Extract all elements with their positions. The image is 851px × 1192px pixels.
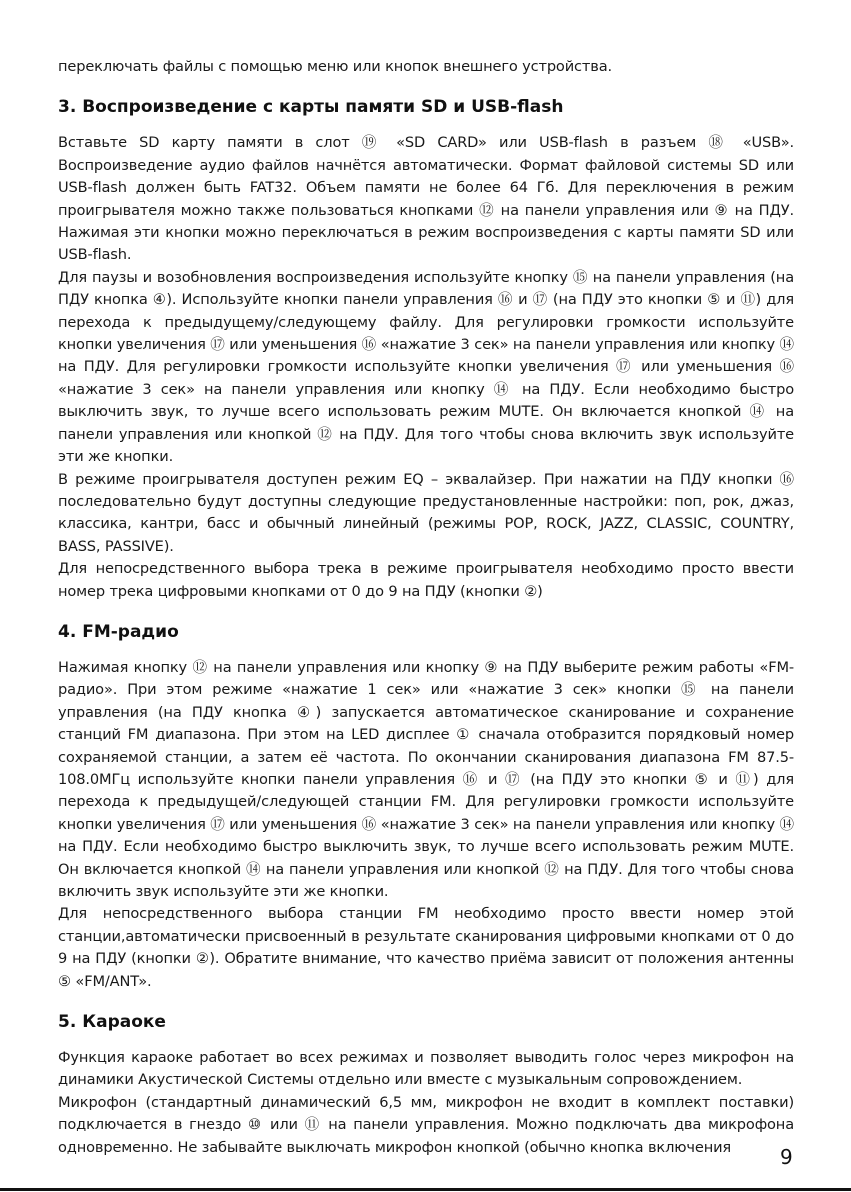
section-heading-fm-radio: 4. FM-радио — [58, 621, 179, 642]
paragraph: Для непосредственного выбора станции FM необходимо просто ввести номер этой станции,автоматически присвоенный в результате сканирования цифровыми кнопками от 0 до 9 на ПДУ (кнопки ②). Обратите внимание, что качество приёма зависит от положения антенны ⑤ «FM/ANT». — [58, 905, 794, 990]
paragraph: Нажимая кнопку ⑫ на панели управления или кнопку ⑨ на ПДУ выберите режим работы «FM-радио». При этом режиме «нажатие 1 сек» или «нажатие 3 сек» кнопки ⑮ на панели управления (на ПДУ кнопка ④) запускается автоматическое сканирование и сохранение станций FM диапазона. При этом на LED дисплее ① сначала отобразится порядковый номер сохраняемой станции, а затем её частота. По окончании сканирования диапазона FM 87.5-108.0МГц используйте кнопки панели управления ⑯ и ⑰ (на ПДУ это кнопки ⑤ и ⑪) для перехода к предыдущей/следующей станции FM. Для регулировки громкости используйте кнопки увеличения ⑰ или уменьшения ⑯ «нажатие 3 сек» на панели управления или кнопку ⑭ на ПДУ. Если необходимо быстро выключить звук, то лучше всего использовать режим MUTE. Он включается кнопкой ⑭ на панели управления или кнопкой ⑫ на ПДУ. Для того чтобы снова включить звук используйте эти же кнопки. — [58, 658, 794, 900]
paragraph: Функция караоке работает во всех режимах и позволяет выводить голос через микрофон на динамики Акустической Системы отдельно или вместе с музыкальным сопровождением. — [58, 1049, 794, 1089]
paragraph: В режиме проигрывателя доступен режим EQ – эквалайзер. При нажатии на ПДУ кнопки ⑯ последовательно будут доступны следующие предустановленные настройки: поп, рок, джаз, классика, кантри, басс и обычный линейный (режимы POP, ROCK, JAZZ, CLASSIC, COUNTRY, BASS, PASSIVE). — [58, 470, 794, 555]
paragraph: Вставьте SD карту памяти в слот ⑲ «SD CARD» или USB-flash в разъем ⑱ «USB». Воспроизведение аудио файлов начнётся автоматически. Формат файловой системы SD или USB-flash должен быть FAT32. Объем памяти не более 64 Гб. Для переключения в режим проигрывателя можно также пользоваться кнопками ⑫ на панели управления или ⑨ на ПДУ. Нажимая эти кнопки можно переключаться в режим воспроизведения с карты памяти SD или USB-flash. — [58, 134, 794, 264]
paragraph: Для паузы и возобновления воспроизведения используйте кнопку ⑮ на панели управления (на ПДУ кнопка ④). Используйте кнопки панели управления ⑯ и ⑰ (на ПДУ это кнопки ⑤ и ⑪) для перехода к предыдущему/следующему файлу. Для регулировки громкости используйте кнопки увеличения ⑰ или уменьшения ⑯ «нажатие 3 сек» на панели управления или кнопку ⑭ на ПДУ. Для регулировки громкости используйте кнопки увеличения ⑰ или уменьшения ⑯ «нажатие 3 сек» на панели управления или кнопку ⑭ на ПДУ. Если необходимо быстро выключить звук, то лучше всего использовать режим MUTE. Он включается кнопкой ⑭ на панели управления или кнопкой ⑫ на ПДУ. Для того чтобы снова включить звук используйте эти же кнопки. — [58, 268, 794, 466]
paragraph: Для непосредственного выбора трека в режиме проигрывателя необходимо просто ввести номер трека цифровыми кнопками от 0 до 9 на ПДУ (кнопки ②) — [58, 560, 794, 600]
section-heading-sd-usb: 3. Воспроизведение с карты памяти SD и USB-flash — [58, 97, 564, 118]
intro-line: переключать файлы с помощью меню или кнопок внешнего устройства. — [58, 58, 613, 75]
document-page — [58, 56, 794, 1159]
bottom-rule — [0, 1188, 851, 1191]
page-number: 9 — [780, 1145, 793, 1169]
section-heading-karaoke: 5. Караоке — [58, 1012, 166, 1033]
paragraph: Микрофон (стандартный динамический 6,5 мм, микрофон не входит в комплект поставки) подключается в гнездо ⑩ или ⑪ на панели управления. Можно подключать два микрофона одновременно. Не забывайте выключать микрофон кнопкой (обычно кнопка включения — [58, 1093, 794, 1156]
